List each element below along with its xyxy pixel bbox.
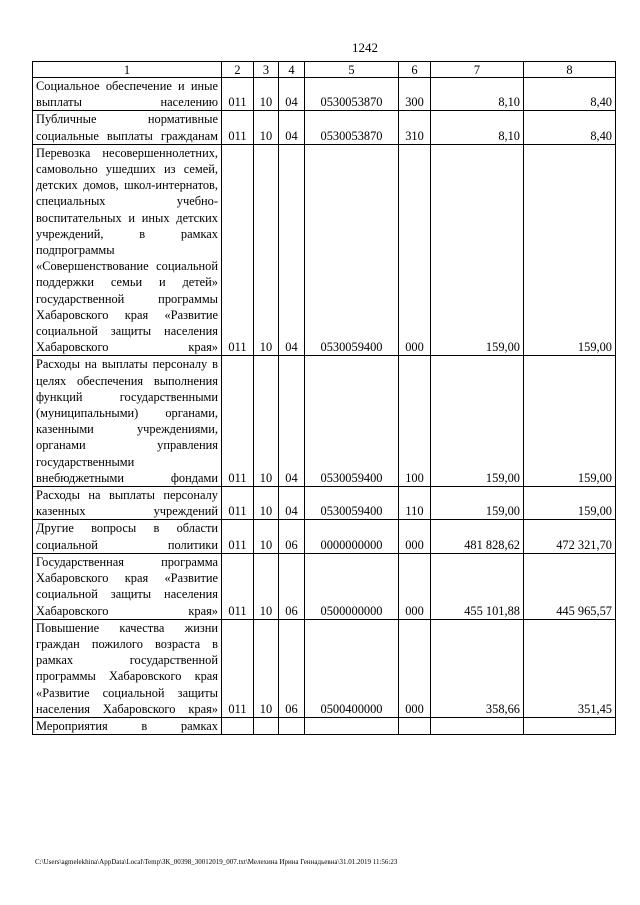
- row-target-article: 0500400000: [305, 619, 399, 717]
- header-cell: 8: [524, 62, 616, 78]
- row-description: Расходы на выплаты персоналу в целях обеспечения выполнения функций государственными (муниципальными) органами, казенными учреждениями, органами управления государственными внебюджетными фондами: [33, 356, 222, 487]
- row-expense-type: 100: [399, 356, 431, 487]
- row-expense-type: 000: [399, 520, 431, 553]
- row-target-article: 0000000000: [305, 520, 399, 553]
- row-expense-type: 110: [399, 487, 431, 520]
- row-target-article: 0530059400: [305, 487, 399, 520]
- row-subsection: 06: [279, 553, 305, 619]
- row-description: Социальное обеспечение и иные выплаты населению: [33, 78, 222, 111]
- row-subsection: 04: [279, 78, 305, 111]
- row-description: Мероприятия в рамках: [33, 717, 222, 734]
- row-section: 10: [254, 553, 279, 619]
- row-amount-year1: 159,00: [431, 487, 524, 520]
- row-amount-year1: 358,66: [431, 619, 524, 717]
- row-description: Другие вопросы в области социальной политики: [33, 520, 222, 553]
- row-ministry-code: 011: [222, 487, 254, 520]
- row-ministry-code: [222, 717, 254, 734]
- row-ministry-code: 011: [222, 78, 254, 111]
- row-description: Государственная программа Хабаровского края «Развитие социальной защиты населения Хабаровского края»: [33, 553, 222, 619]
- header-cell: 4: [279, 62, 305, 78]
- row-subsection: 06: [279, 520, 305, 553]
- table-row: [33, 520, 616, 553]
- row-ministry-code: 011: [222, 144, 254, 356]
- row-ministry-code: 011: [222, 356, 254, 487]
- row-amount-year1: 159,00: [431, 356, 524, 487]
- budget-table: [32, 61, 616, 735]
- file-path-footer: C:\Users\agmelekhina\AppData\Local\Temp\ЗК_00398_30012019_007.txt\Мелехина Ирина Геннадьевна\31.01.2019 11:56:23: [35, 858, 398, 866]
- header-cell: 7: [431, 62, 524, 78]
- row-description: Публичные нормативные социальные выплаты гражданам: [33, 111, 222, 144]
- row-ministry-code: 011: [222, 619, 254, 717]
- row-subsection: 04: [279, 356, 305, 487]
- table-row: [33, 144, 616, 356]
- row-expense-type: 310: [399, 111, 431, 144]
- header-cell: 6: [399, 62, 431, 78]
- row-subsection: 06: [279, 619, 305, 717]
- row-amount-year1: 8,10: [431, 111, 524, 144]
- table-row: [33, 356, 616, 487]
- row-amount-year2: 445 965,57: [524, 553, 616, 619]
- row-target-article: 0530059400: [305, 144, 399, 356]
- row-section: 10: [254, 619, 279, 717]
- row-section: 10: [254, 520, 279, 553]
- table-row: [33, 487, 616, 520]
- row-amount-year2: 159,00: [524, 356, 616, 487]
- row-amount-year1: 481 828,62: [431, 520, 524, 553]
- row-subsection: [279, 717, 305, 734]
- row-amount-year1: 455 101,88: [431, 553, 524, 619]
- row-section: [254, 717, 279, 734]
- header-cell: 3: [254, 62, 279, 78]
- row-target-article: [305, 717, 399, 734]
- row-amount-year2: 351,45: [524, 619, 616, 717]
- row-subsection: 04: [279, 144, 305, 356]
- row-expense-type: 000: [399, 144, 431, 356]
- table-row: [33, 111, 616, 144]
- header-cell: 5: [305, 62, 399, 78]
- header-cell: 1: [33, 62, 222, 78]
- row-target-article: 0530059400: [305, 356, 399, 487]
- row-ministry-code: 011: [222, 111, 254, 144]
- row-expense-type: 000: [399, 553, 431, 619]
- row-amount-year2: [524, 717, 616, 734]
- row-section: 10: [254, 144, 279, 356]
- header-cell: 2: [222, 62, 254, 78]
- table-row: [33, 619, 616, 717]
- row-amount-year1: [431, 717, 524, 734]
- page-number: 1242: [352, 40, 378, 55]
- row-amount-year2: 159,00: [524, 487, 616, 520]
- row-target-article: 0530053870: [305, 78, 399, 111]
- row-section: 10: [254, 78, 279, 111]
- row-ministry-code: 011: [222, 520, 254, 553]
- table-header-row: [33, 62, 616, 78]
- row-subsection: 04: [279, 487, 305, 520]
- row-description: Расходы на выплаты персоналу казенных учреждений: [33, 487, 222, 520]
- row-amount-year2: 472 321,70: [524, 520, 616, 553]
- row-section: 10: [254, 356, 279, 487]
- row-target-article: 0500000000: [305, 553, 399, 619]
- row-expense-type: 300: [399, 78, 431, 111]
- row-amount-year2: 159,00: [524, 144, 616, 356]
- row-target-article: 0530053870: [305, 111, 399, 144]
- row-amount-year2: 8,40: [524, 111, 616, 144]
- row-ministry-code: 011: [222, 553, 254, 619]
- row-section: 10: [254, 487, 279, 520]
- table-row: [33, 553, 616, 619]
- row-expense-type: 000: [399, 619, 431, 717]
- table-row: [33, 78, 616, 111]
- row-description: Перевозка несовершеннолетних, самовольно ушедших из семей, детских домов, школ-интернатов, специальных учебно-воспитательных и иных детских учреждений, в рамках подпрограммы «Совершенствование социальной поддержки семьи и детей» государственной программы Хабаровского края «Развитие социальной защиты населения Хабаровского края»: [33, 144, 222, 356]
- row-amount-year1: 159,00: [431, 144, 524, 356]
- row-subsection: 04: [279, 111, 305, 144]
- row-expense-type: [399, 717, 431, 734]
- table-row: [33, 717, 616, 734]
- row-amount-year1: 8,10: [431, 78, 524, 111]
- row-amount-year2: 8,40: [524, 78, 616, 111]
- row-section: 10: [254, 111, 279, 144]
- row-description: Повышение качества жизни граждан пожилого возраста в рамках государственной программы Хабаровского края «Развитие социальной защиты населения Хабаровского края»: [33, 619, 222, 717]
